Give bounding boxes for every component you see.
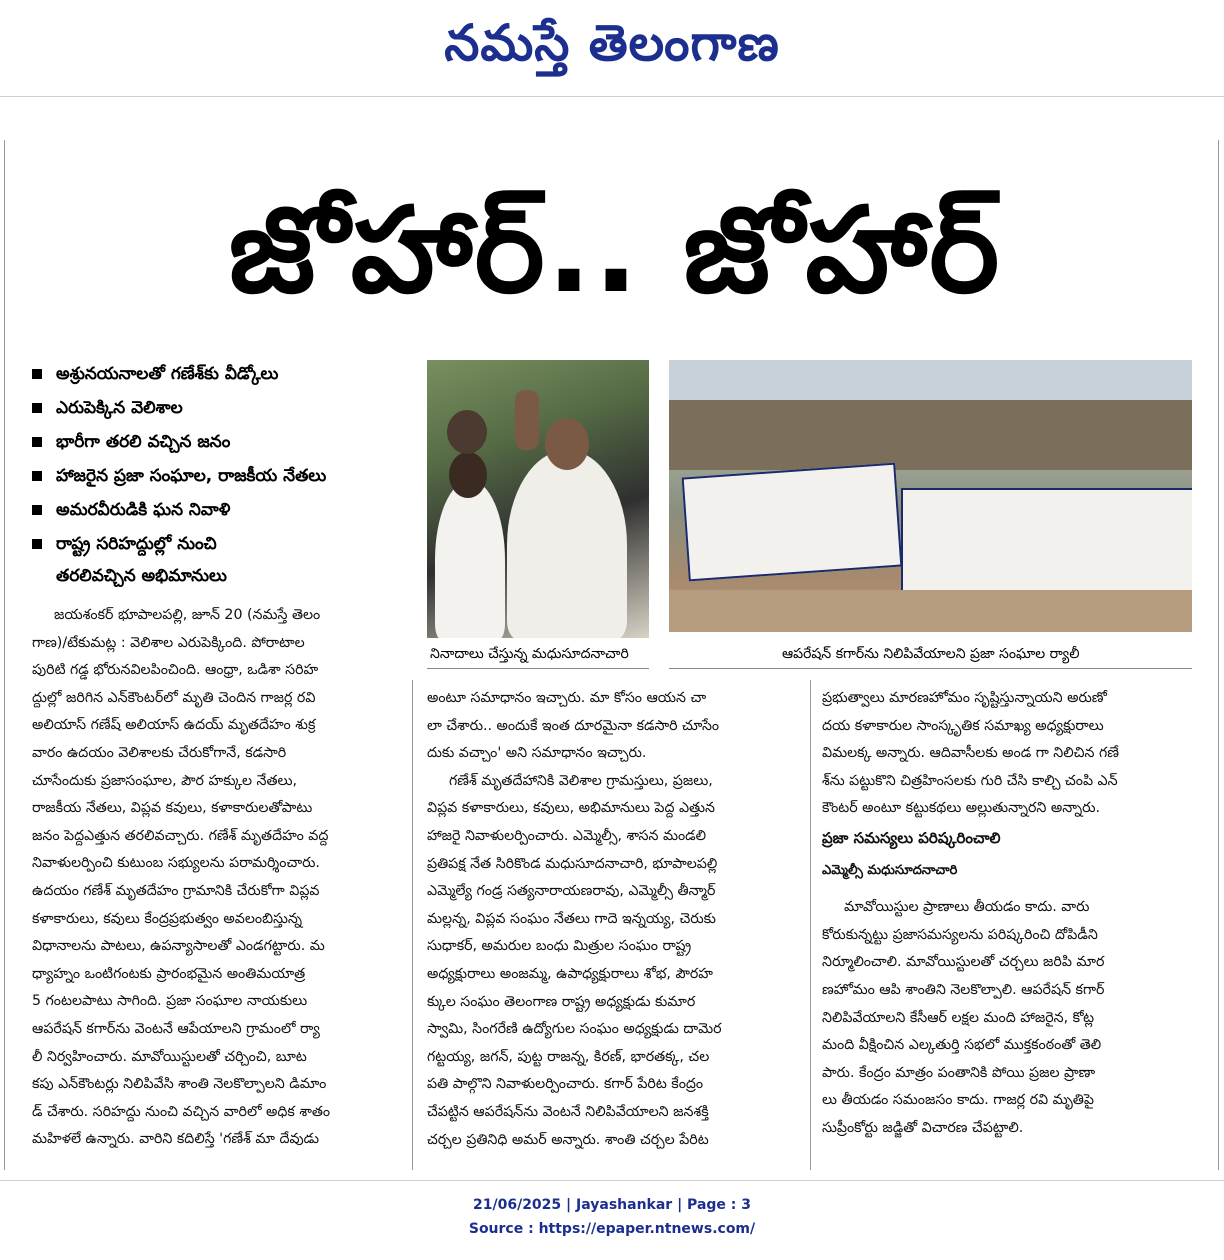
article-column-3 [822, 685, 1198, 1143]
article-line: చేపట్టిన ఆపరేషన్‌ను వెంటనే నిలిపివేయాలని జనశక్తి [427, 1103, 709, 1120]
protest-banner-right [901, 488, 1192, 602]
article-line: లీ నిర్వహించారు. మావోయిస్టులతో చర్చించి, బూట [32, 1048, 307, 1065]
article-line: ణహోమం ఆపి శాంతిని నెలకొల్పాలి. ఆపరేషన్ కగార్ [822, 981, 1105, 998]
protest-banner-left [682, 463, 903, 582]
article-border-right [1218, 140, 1219, 1170]
article-line: ప్రతిపక్ష నేత సిరికొండ మధుసూదనాచారి, భూపాలపల్లి [427, 855, 718, 872]
article-line: పతి పాల్గొని నివాళులర్పించారు. కగార్ పేరిట కేంద్రం [427, 1076, 704, 1093]
article-line: సుప్రీంకోర్టు జడ్జితో విచారణ చేపట్టాలి. [822, 1119, 1024, 1136]
article-line: జనం పెద్దఎత్తున తరలివచ్చారు. గణేశ్ మృతదేహం వద్ద [32, 827, 329, 844]
caption-divider [669, 668, 1192, 669]
highlight-item: హాజరైన ప్రజా సంఘాల, రాజకీయ నేతలు [30, 459, 420, 493]
article-line: రాజకీయ నేతలు, విప్లవ కవులు, కళాకారులతోపాటు [32, 800, 313, 817]
article-byline: ఎమ్మెల్సీ మధుసూదనాచారి [822, 862, 958, 878]
article-border-left [4, 140, 5, 1170]
article-line: గట్టయ్య, జగన్, పుట్ట రాజన్న, కిరణ్, భారతక్క, చల [427, 1048, 710, 1065]
article-line: నిలిపివేయాలని కేసీఆర్ లక్షల మంది హాజరైన, కోట్ల [822, 1009, 1095, 1026]
footer-source: Source : https://epaper.ntnews.com/ [468, 1221, 756, 1237]
article-line: క్కుల సంఘం తెలంగాణ రాష్ట్ర అధ్యక్షుడు కుమార [427, 993, 696, 1010]
article-line: అంటూ సమాధానం ఇచ్చారు. మా కోసం ఆయన చా [427, 690, 707, 706]
article-line: లా చేశారు.. అందుకే ఇంత దూరమైనా కడసారి చూసేం [427, 717, 720, 734]
article-line: మంది వీక్షించిన ఎల్కతుర్తి సభలో ముక్తకంఠంతో తెలి [822, 1037, 1102, 1054]
article-subheading: ప్రజా సమస్యలు పరిష్కరించాలి [822, 828, 1001, 847]
article-column-2 [427, 685, 805, 1154]
article-line: అధ్యక్షురాలు అంజమ్మ, ఉపాధ్యక్షురాలు శోభ, పౌరహ [427, 965, 713, 982]
footer-divider [0, 1180, 1224, 1181]
article-line: దుకు వచ్చాం' అని సమాధానం ఇచ్చారు. [427, 745, 647, 762]
article-line: ధ్యాహ్నం ఒంటిగంటకు ప్రారంభమైన అంతిమయాత్ర [32, 965, 306, 982]
article-line: నివాళులర్పించి కుటుంబ సభ్యులను పరామర్శించారు. [32, 855, 320, 872]
highlight-item: అశ్రునయనాలతో గణేశ్‌కు వీడ్కోలు [30, 357, 420, 391]
photo-caption-right: ఆపరేషన్ కగార్‌ను నిలిపివేయాలని ప్రజా సంఘాల ర్యాలీ [782, 646, 1080, 662]
article-line: పారు. కేంద్రం మాత్రం పంతానికి పోయి ప్రజల ప్రాణా [822, 1064, 1096, 1081]
article-line: కళాకారులు, కవులు కేంద్రప్రభుత్వం అవలంబిస్తున్న [32, 910, 303, 927]
article-line: దయ కళాకారుల సాంస్కృతిక సమాఖ్య అధ్యక్షురాలు [822, 717, 1104, 734]
highlight-item: రాష్ట్ర సరిహద్దుల్లో నుంచి [30, 527, 420, 561]
article-column-1 [32, 602, 394, 1154]
photo-caption-left: నినాదాలు చేస్తున్న మధుసూదనాచారి [430, 646, 629, 662]
article-line: డ్ చేశారు. సరిహద్దు నుంచి వచ్చిన వారిలో అధిక శాతం [32, 1103, 331, 1120]
article-line: నిర్మూలించాలి. మావోయిస్టులతో చర్చలు జరిపి మార [822, 954, 1105, 971]
caption-divider [427, 668, 649, 669]
article-line: గాణ)/టేకుమట్ల : వెలిశాల ఎరుపెక్కింది. పోరాటాల [32, 634, 305, 651]
article-line: చూసేందుకు ప్రజాసంఘాల, పౌర హక్కుల నేతలు, [32, 772, 298, 789]
article-line: జయశంకర్ భూపాలపల్లి, జూన్ 20 (నమస్తే తెలం [54, 607, 321, 623]
masthead-divider [0, 96, 1224, 97]
column-divider [810, 680, 811, 1170]
article-line: కౌంటర్ అంటూ కట్టుకథలు అల్లుతున్నారని అన్నారు. [822, 800, 1100, 817]
article-headline: జోహార్.. జోహార్ [228, 181, 1002, 319]
footer-date-edition: 21/06/2025 | Jayashankar | Page : 3 [473, 1197, 751, 1213]
article-line: స్వామి, సింగరేణి ఉద్యోగుల సంఘం అధ్యక్షుడు దామెర [427, 1021, 722, 1038]
article-line: అలియాస్ గణేష్ అలియాస్ ఉదయ్ మృతదేహం శుక్ర [32, 717, 316, 734]
article-line: 5 గంటలపాటు సాగింది. ప్రజా సంఘాల నాయకులు [32, 993, 308, 1010]
highlights-list [30, 357, 420, 591]
article-line: లు తీయడం సమంజసం కాదు. గాజర్ల రవి మృతిపై [822, 1092, 1094, 1109]
photo-madhusudanachari [427, 360, 649, 638]
masthead-logo: నమస్తే తెలంగాణ [444, 14, 780, 72]
article-line: విధానాలను పాటలు, ఉపన్యాసాలతో ఎండగట్టారు. మ [32, 938, 325, 955]
article-line: గణేశ్ మృతదేహానికి వెలిశాల గ్రామస్తులు, ప్రజలు, [449, 772, 713, 789]
highlight-item: భారీగా తరలి వచ్చిన జనం [30, 425, 420, 459]
article-line: మహిళలే ఉన్నారు. వారిని కదిలిస్తే 'గణేశ్ మా దేవుడు [32, 1131, 320, 1148]
photo-rally [669, 360, 1192, 632]
article-line: సుధాకర్, అమరుల బంధు మిత్రుల సంఘం రాష్ట్ర [427, 938, 692, 955]
highlight-item: ఎరుపెక్కిన వెలిశాల [30, 391, 420, 425]
highlight-item: అమరవీరుడికి ఘన నివాళి [30, 493, 420, 527]
article-line: ఆపరేషన్ కగార్‌ను వెంటనే ఆపేయాలని గ్రామంలో ర్యా [32, 1020, 320, 1037]
article-line: ప్రభుత్వాలు మారణహోమం సృష్టిస్తున్నాయని అరుణో [822, 690, 1107, 706]
article-line: మల్లన్న, విప్లవ సంఘం నేతలు గాదె ఇన్నయ్య, చెరుకు [427, 910, 716, 927]
article-line: విమలక్క అన్నారు. ఆదివాసీలకు అండ గా నిలిచిన గణే [822, 745, 1119, 762]
article-line: ఎమ్మెల్యే గండ్ర సత్యనారాయణరావు, ఎమ్మెల్సీ తీన్మార్ [427, 883, 716, 900]
article-line: హాజరై నివాళులర్పించారు. ఎమ్మెల్సీ, శాసన మండలి [427, 827, 707, 844]
article-line: మావోయిస్టుల ప్రాణాలు తీయడం కాదు. వారు [844, 899, 1090, 916]
article-line: విప్లవ కళాకారులు, కవులు, అభిమానులు పెద్ద ఎత్తున [427, 800, 715, 817]
article-line: కపు ఎన్‌కౌంటర్లు నిలిపివేసి శాంతి నెలకొల్పాలని డిమాం [32, 1076, 327, 1093]
article-line: ఉదయం గణేశ్ మృతదేహం గ్రామానికి చేరుకోగా విప్లవ [32, 882, 320, 899]
column-divider [412, 680, 413, 1170]
article-line: పురిటి గడ్డ భోరునవిలపించింది. ఆంధ్రా, ఒడిశా సరిహ [32, 662, 319, 679]
article-line: వారం ఉదయం వెలిశాలకు చేరుకోగానే, కడసారి [32, 744, 287, 761]
article-line: చర్చల ప్రతినిధి అమర్ అన్నారు. శాంతి చర్చల పేరిట [427, 1131, 709, 1148]
highlight-item-continued: తరలివచ్చిన అభిమానులు [56, 566, 227, 586]
article-line: శ్‌ను పట్టుకొని చిత్రహింసలకు గురి చేసి కాల్చి చంపి ఎన్ [822, 772, 1118, 789]
article-line: ద్దుల్లో జరిగిన ఎన్‌కౌంటర్‌లో మృతి చెందిన గాజర్ల రవి [32, 689, 316, 706]
article-line: కోరుకున్నట్టు ప్రజాసమస్యలను పరిష్కరించి దోపిడీని [822, 926, 1098, 943]
